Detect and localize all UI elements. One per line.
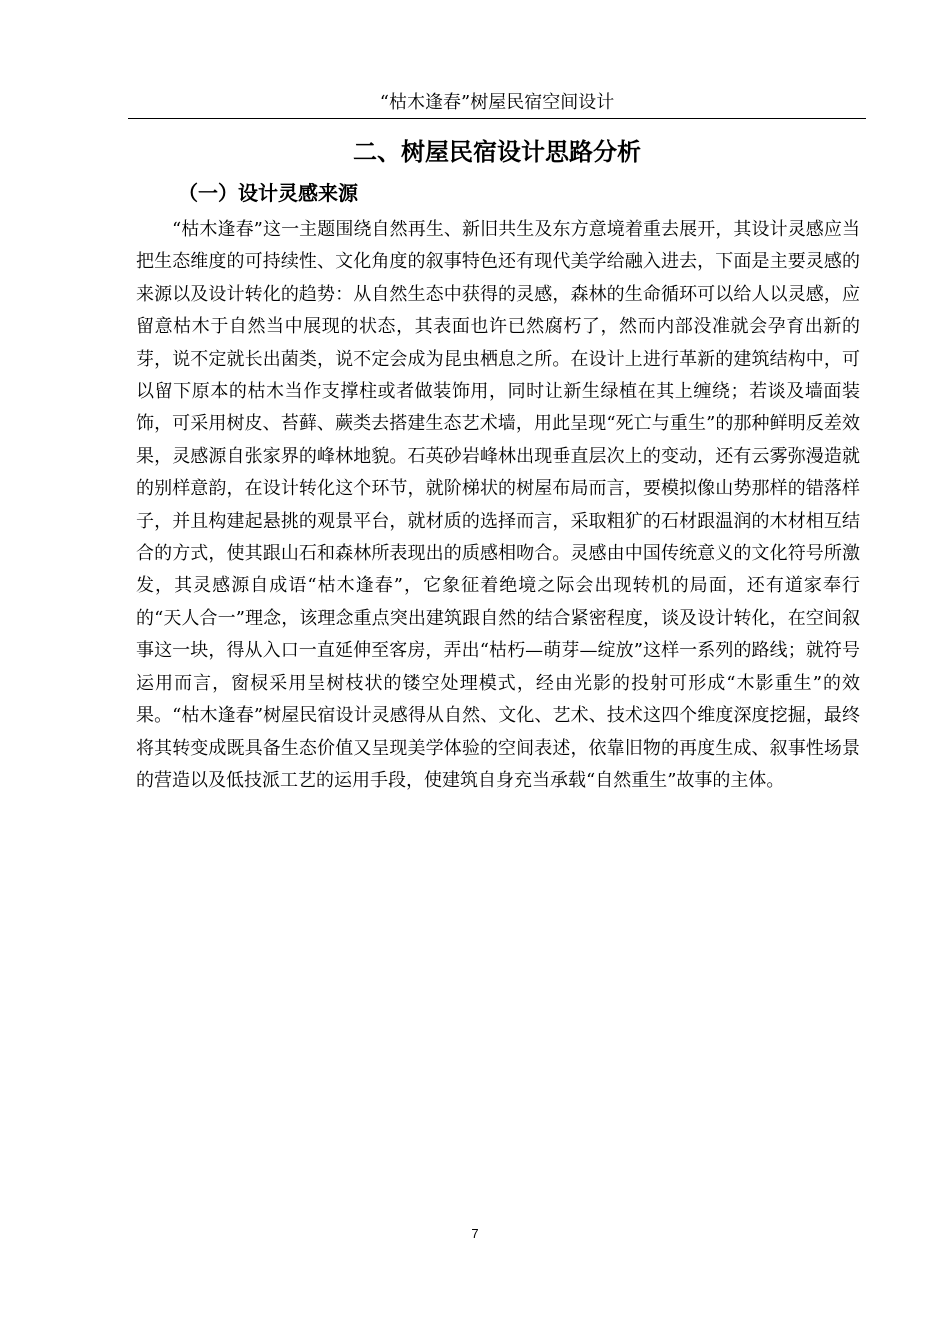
subsection-title: （一）设计灵感来源 — [178, 181, 358, 205]
body-paragraph: “枯木逢春”这一主题围绕自然再生、新旧共生及东方意境着重去展开，其设计灵感应当把生态维度的可持续性、文化角度的叙事特色还有现代美学给融入进去，下面是主要灵感的来源以及设计转化的趋势：从自然生态中获得的灵感，森林的生命循环可以给人以灵感，应留意枯木于自然当中展现的状态，其表面也许已然腐朽了，然而内部没准就会孕育出新的芽，说不定就长出菌类，说不定会成为昆虫栖息之所。在设计上进行革新的建筑结构中，可以留下原本的枯木当作支撑柱或者做装饰用，同时让新生绿植在其上缠绕；若谈及墙面装饰，可采用树皮、苔藓、蕨类去搭建生态艺术墙，用此呈现“死亡与重生”的那种鲜明反差效果，灵感源自张家界的峰林地貌。石英砂岩峰林出现垂直层次上的变动，还有云雾弥漫造就的别样意韵，在设计转化这个环节，就阶梯状的树屋布局而言，要模拟像山势那样的错落样子，并且构建起悬挑的观景平台，就材质的选择而言，采取粗犷的石材跟温润的木材相互结合的方式，使其跟山石和森林所表现出的质感相吻合。灵感由中国传统意义的文化符号所激发，其灵感源自成语“枯木逢春”，它象征着绝境之际会出现转机的局面，还有道家奉行的“天人合一”理念，该理念重点突出建筑跟自然的结合紧密程度，谈及设计转化，在空间叙事这一块，得从入口一直延伸至客房，弄出“枯朽—萌芽—绽放”这样一系列的路线；就符号运用而言，窗棂采用呈树枝状的镂空处理模式，经由光影的投射可形成“木影重生”的效果。“枯木逢春”树屋民宿设计灵感得从自然、文化、艺术、技术这四个维度深度挖掘，最终将其转变成既具备生态价值又呈现美学体验的空间表述，依靠旧物的再度生成、叙事性场景的营造以及低技派工艺的运用手段，使建筑自身充当承载“自然重生”故事的主体。 — [136, 219, 860, 791]
running-header: “枯木逢春”树屋民宿空间设计 — [128, 88, 866, 119]
page-number: 7 — [471, 1226, 479, 1241]
section-title: 二、树屋民宿设计思路分析 — [353, 138, 641, 166]
